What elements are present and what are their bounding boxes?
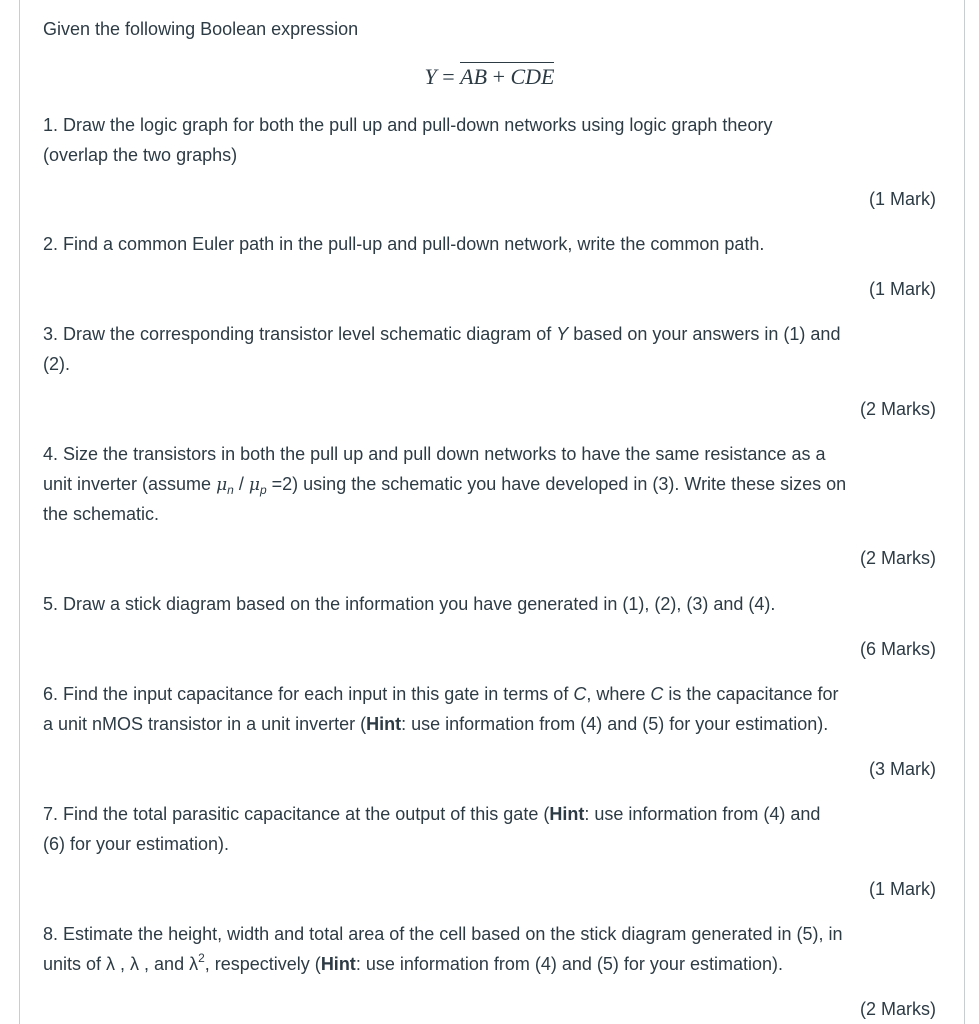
question-3-line-2: (2). [43, 354, 70, 374]
variable-c: C [573, 684, 587, 704]
equation-term-cde: CDE [510, 64, 555, 89]
question-5-marks: (6 Marks) [860, 639, 936, 659]
question-8-line-2: units of λ , λ , and $\lambda^2$, respectively (Hint: use information from (4) and (5) for your estimation). [43, 951, 783, 974]
mobility-p: μ [248, 475, 260, 495]
question-3-line-1: 3. Draw the corresponding transistor level schematic diagram of Y based on your answers in (1) and [43, 324, 841, 344]
question-8-marks: (2 Marks) [860, 999, 936, 1019]
boolean-equation [0, 62, 979, 92]
question-8-line-1: 8. Estimate the height, width and total area of the cell based on the stick diagram generated in (5), in [43, 924, 843, 944]
question-4-line-1: 4. Size the transistors in both the pull up and pull down networks to have the same resistance as a [43, 444, 826, 464]
question-6-line-1: 6. Find the input capacitance for each input in this gate in terms of C, where C is the capacitance for [43, 684, 839, 704]
variable-c-2: C [650, 684, 664, 704]
equation-equals: = [442, 64, 455, 89]
question-6-marks: (3 Mark) [869, 759, 936, 779]
question-7-marks: (1 Mark) [869, 879, 936, 899]
question-1-line-2: (overlap the two graphs) [43, 145, 238, 165]
hint-label: Hint [366, 714, 402, 734]
question-2-line-1: 2. Find a common Euler path in the pull-up and pull-down network, write the common path. [43, 234, 765, 254]
question-3-marks: (2 Marks) [860, 399, 936, 419]
question-7-line-1: 7. Find the total parasitic capacitance at the output of this gate (Hint: use information from (4) and [43, 804, 821, 824]
question-4-line-2: unit inverter (assume $\mu_n / \mu_p =2$) using the schematic you have developed in (3). Write these sizes on [43, 474, 847, 497]
hint-label: Hint [549, 804, 585, 824]
mobility-n: μ [216, 475, 228, 495]
equation-term-ab: AB [460, 64, 488, 89]
question-1-marks: (1 Mark) [869, 189, 936, 209]
question-5-line-1: 5. Draw a stick diagram based on the information you have generated in (1), (2), (3) and (4). [43, 594, 776, 614]
equation-plus: + [492, 64, 505, 89]
question-1-line-1: 1. Draw the logic graph for both the pull up and pull-down networks using logic graph theory [43, 115, 773, 135]
question-2-marks: (1 Mark) [869, 279, 936, 299]
question-4-line-3: the schematic. [43, 504, 160, 524]
variable-y: Y [556, 324, 569, 344]
question-7-line-2: (6) for your estimation). [43, 834, 230, 854]
hint-label: Hint [320, 954, 356, 974]
intro-text: Given the following Boolean expression [43, 19, 359, 39]
question-4-marks: (2 Marks) [860, 548, 936, 568]
equation-rhs-overline [460, 62, 554, 89]
equation-lhs: Y [424, 64, 437, 89]
question-6-line-2: a unit nMOS transistor in a unit inverter (Hint: use information from (4) and (5) for your estimation). [43, 714, 829, 734]
